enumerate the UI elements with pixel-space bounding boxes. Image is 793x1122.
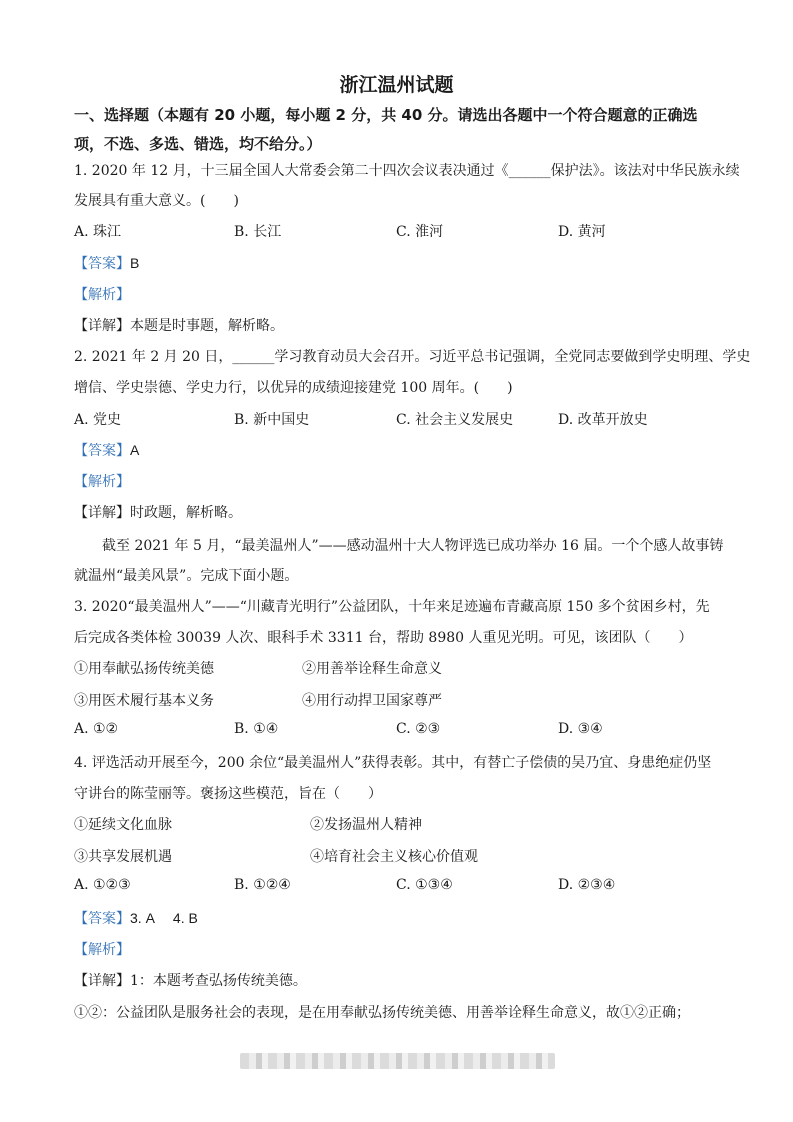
q3-stem-line2: 后完成各类体检 30039 人次、眼科手术 3311 台，帮助 8980 人重见光明。可见，该团队（ ） <box>74 630 693 646</box>
q1-stem-line2: 发展具有重大意义。( ) <box>74 193 239 209</box>
q3-item-4: ④用行动捍卫国家尊严 <box>302 693 442 709</box>
q3-option-c: C. ②③ <box>396 721 441 737</box>
detail-tag: 【详解】 <box>74 505 130 521</box>
q4-item-3: ③共享发展机遇 <box>74 849 172 865</box>
q34-analysis-tag: 【解析】 <box>74 942 130 958</box>
q2-analysis-tag: 【解析】 <box>74 474 130 490</box>
q2-stem-line2: 增信、学史崇德、学史力行，以优异的成绩迎接建党 100 周年。( ) <box>74 380 513 396</box>
q4-stem-line1: 4. 评选活动开展至今，200 余位“最美温州人”获得表彰。其中，有替亡子偿债的吴乃宜、身患绝症仍坚 <box>74 755 712 771</box>
detail-text: 本题是时事题，解析略。 <box>130 318 284 334</box>
q2-answer <box>74 440 139 460</box>
q2-option-c: C. 社会主义发展史 <box>396 412 514 428</box>
section-heading-line1: 一、选择题（本题有 20 小题，每小题 2 分，共 40 分。请选出各题中一个符合题意的正确选 <box>74 106 698 124</box>
q4-option-c: C. ①③④ <box>396 877 453 893</box>
q3-item-2: ②用善举诠释生命意义 <box>302 661 442 677</box>
q2-option-d: D. 改革开放史 <box>558 412 648 428</box>
material-line2: 就温州“最美风景”。完成下面小题。 <box>74 568 299 584</box>
answer-q3: 3. A <box>130 910 155 926</box>
section-heading-line2: 项，不选、多选、错选，均不给分。） <box>74 135 322 153</box>
q34-explanation: ①②：公益团队是服务社会的表现，是在用奉献弘扬传统美德、用善举诠释生命意义，故①②正确； <box>74 1005 690 1021</box>
answer-tag: 【答案】 <box>74 256 130 272</box>
q2-stem-line1: 2. 2021 年 2 月 20 日，______学习教育动员大会召开。习近平总书记强调，全党同志要做到学史明理、学史 <box>74 349 751 365</box>
answer-tag: 【答案】 <box>74 911 130 927</box>
q1-detail <box>74 315 284 335</box>
q4-item-4: ④培育社会主义核心价值观 <box>310 849 478 865</box>
q1-stem-line1: 1. 2020 年 12 月，十三届全国人大常委会第二十四次会议表决通过《______保护法》。该法对中华民族永续 <box>74 163 740 179</box>
q4-option-b: B. ①②④ <box>234 877 291 893</box>
q3-stem-line1: 3. 2020“最美温州人”——“川藏青光明行”公益团队，十年来足迹遍布青藏高原 150 多个贫困乡村，先 <box>74 599 710 615</box>
q1-option-d: D. 黄河 <box>558 224 606 240</box>
answer-q4: 4. B <box>172 910 198 926</box>
q2-detail <box>74 502 242 522</box>
q1-analysis-tag: 【解析】 <box>74 287 130 303</box>
q4-item-1: ①延续文化血脉 <box>74 817 172 833</box>
q4-option-d: D. ②③④ <box>558 877 616 893</box>
answer-value: A <box>130 442 140 458</box>
q1-option-a: A. 珠江 <box>74 224 122 240</box>
q2-option-a: A. 党史 <box>74 412 122 428</box>
q34-detail <box>74 970 307 990</box>
q34-answer <box>74 908 198 928</box>
material-line1: 截至 2021 年 5 月，“最美温州人”——感动温州十大人物评选已成功举办 16 届。一个个感人故事铸 <box>102 538 724 554</box>
q3-option-b: B. ①④ <box>234 721 279 737</box>
q1-option-b: B. 长江 <box>234 224 282 240</box>
answer-value: B <box>130 255 140 271</box>
detail-text: 时政题，解析略。 <box>130 505 242 521</box>
blurred-footer-watermark <box>240 1053 555 1069</box>
q3-option-d: D. ③④ <box>558 721 603 737</box>
q4-option-a: A. ①②③ <box>74 877 131 893</box>
detail-tag: 【详解】 <box>74 973 130 989</box>
answer-tag: 【答案】 <box>74 443 130 459</box>
q3-item-3: ③用医术履行基本义务 <box>74 693 214 709</box>
q1-answer <box>74 253 139 273</box>
q2-option-b: B. 新中国史 <box>234 412 310 428</box>
q4-stem-line2: 守讲台的陈莹丽等。褒扬这些模范，旨在（ ） <box>74 786 382 802</box>
q3-item-1: ①用奉献弘扬传统美德 <box>74 661 214 677</box>
page-title: 浙江温州试题 <box>339 74 454 96</box>
detail-text: 1：本题考查弘扬传统美德。 <box>130 973 307 989</box>
q3-option-a: A. ①② <box>74 721 119 737</box>
q4-item-2: ②发扬温州人精神 <box>310 817 422 833</box>
detail-tag: 【详解】 <box>74 318 130 334</box>
q1-option-c: C. 淮河 <box>396 224 444 240</box>
